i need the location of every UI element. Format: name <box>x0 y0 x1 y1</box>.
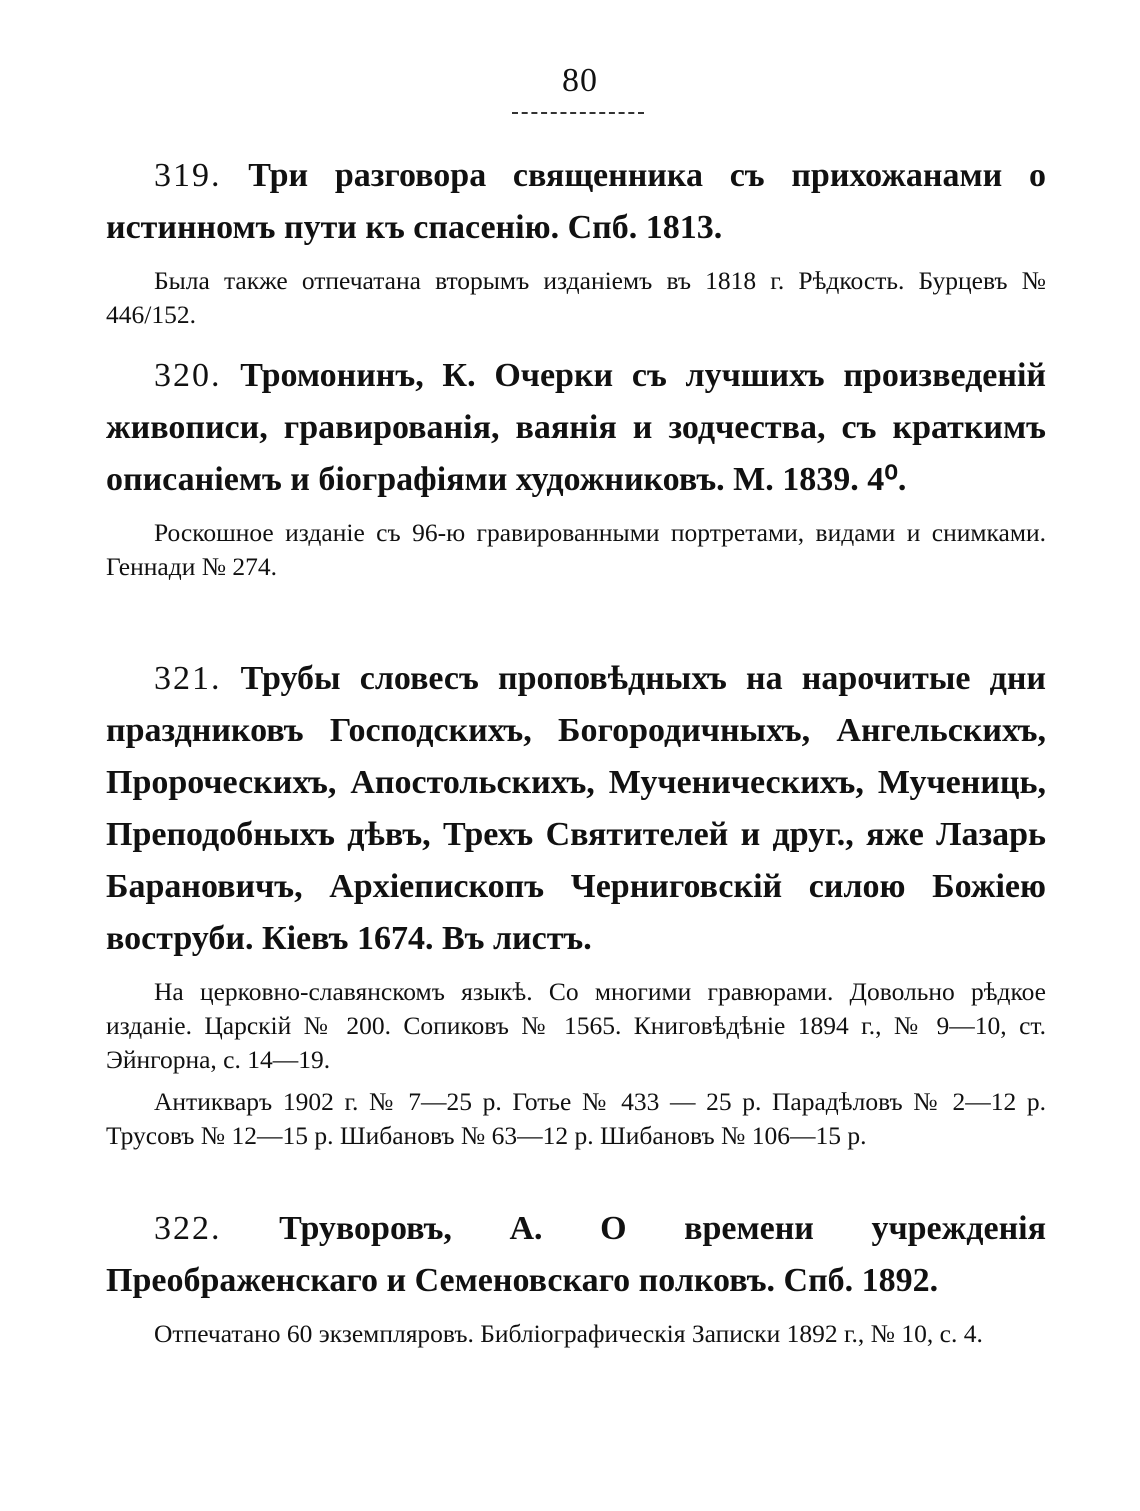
entry-number: 320. <box>154 357 222 394</box>
entry-note <box>106 516 1046 584</box>
entry-note-text: Была также отпечатана вторымъ изданіемъ въ 1818 г. Рѣдкость. Бурцевъ № 446/152. <box>106 266 1046 329</box>
entry-title-text: Труворовъ, А. О времени учрежденія Преображенскаго и Семеновскаго полковъ. Спб. 1892. <box>106 1210 1046 1299</box>
entry-319 <box>106 150 1046 332</box>
entry-number: 321. <box>154 660 222 697</box>
page-number-rule <box>512 112 644 114</box>
entry-title-text: Трубы словесъ проповѣдныхъ на нарочитые дни праздниковъ Господскихъ, Богородичныхъ, Ангельскихъ, Пророческихъ, Апостольскихъ, Мученическихъ, Мучениць, Преподобныхъ дѣвъ, Трехъ Святителей и друг., яже Лазарь Барановичъ, Архіепископъ Черниговскій силою Божіею воструби. Кіевъ 1674. Въ листъ. <box>106 660 1046 957</box>
entry-title-text: Тромонинъ, К. Очерки съ лучшихъ произведеній живописи, гравированія, ваянія и зодчества, съ краткимъ описаніемъ и біографіями художниковъ. М. 1839. 4⁰. <box>106 357 1047 498</box>
entry-note-text: Отпечатано 60 экземпляровъ. Библіографическія Записки 1892 г., № 10, с. 4. <box>154 1319 983 1348</box>
entry-note <box>106 264 1046 332</box>
entry-note-text: Антикваръ 1902 г. № 7—25 р. Готье № 433 — 25 р. Парадѣловъ № 2—12 р. Трусовъ № 12—15 р. Шибановъ № 63—12 р. Шибановъ № 106—15 р. <box>106 1087 1046 1150</box>
entry-320 <box>106 350 1046 584</box>
entry-title <box>106 150 1046 254</box>
entry-number: 319. <box>154 157 222 194</box>
entry-note <box>106 975 1046 1077</box>
entry-note <box>106 1085 1046 1153</box>
entry-note <box>106 1317 1046 1351</box>
entry-note-text: Роскошное изданіе съ 96-ю гравированными портретами, видами и снимками. Геннади № 274. <box>106 518 1046 581</box>
entry-321 <box>106 653 1046 1153</box>
entry-title <box>106 653 1046 965</box>
entry-title <box>106 1203 1046 1307</box>
entry-note-text: На церковно-славянскомъ языкѣ. Со многими гравюрами. Довольно рѣдкое изданіе. Царскій № 200. Сопиковъ № 1565. Книговѣдѣніе 1894 г., № 9—10, ст. Эйнгорна, с. 14—19. <box>106 977 1046 1074</box>
entry-title-text: Три разговора священника съ прихожанами о истинномъ пути къ спасенію. Спб. 1813. <box>106 157 1046 246</box>
entry-title <box>106 350 1046 506</box>
entry-number: 322. <box>154 1210 222 1247</box>
entry-322 <box>106 1203 1046 1351</box>
page-number: 80 <box>562 62 598 99</box>
